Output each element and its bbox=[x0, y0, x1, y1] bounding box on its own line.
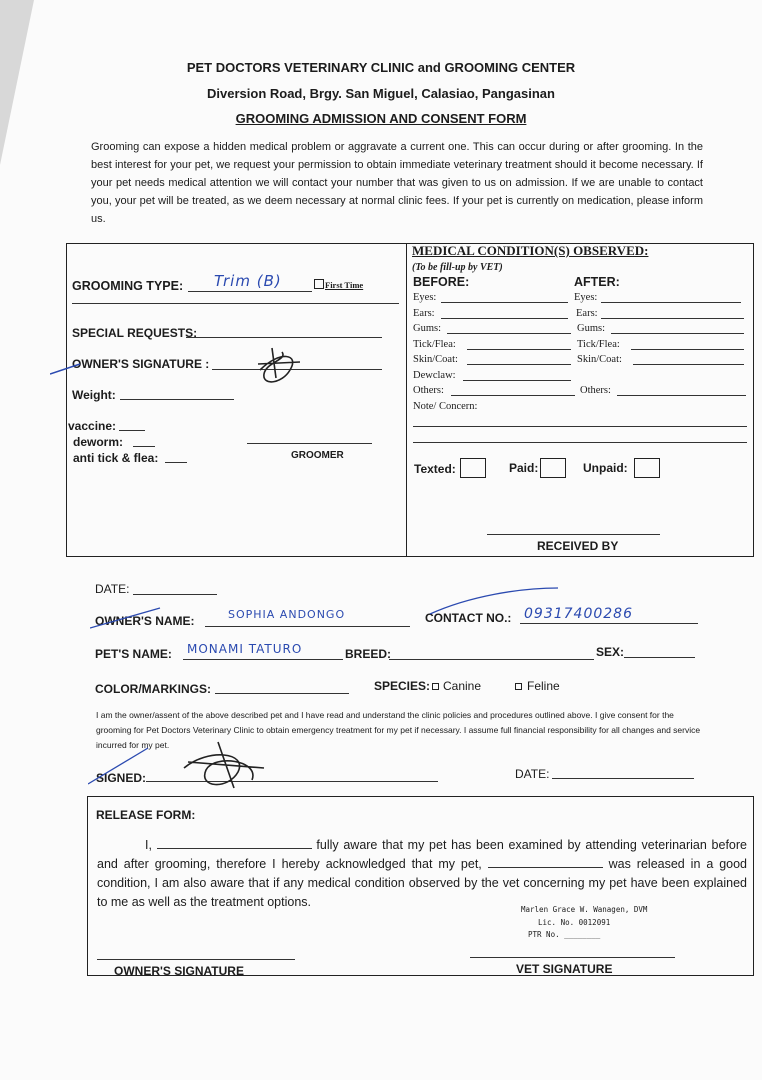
pet-name-value[interactable]: MONAMI TATURO bbox=[187, 642, 303, 656]
owner-strike-marks bbox=[90, 584, 570, 634]
signed-signature-scribble bbox=[88, 738, 278, 794]
before-others-line[interactable] bbox=[451, 395, 575, 396]
grooming-type-value[interactable]: Trim (B) bbox=[214, 272, 282, 290]
feline-label: Feline bbox=[527, 679, 560, 693]
before-eyes-label: Eyes: bbox=[413, 292, 437, 303]
vet-signature-label: VET SIGNATURE bbox=[516, 962, 613, 976]
vet-note: (To be fill-up by VET) bbox=[412, 262, 503, 273]
deworm-label: deworm: bbox=[73, 435, 124, 449]
consent-paragraph: I am the owner/assent of the above described pet and I have read and understand the clinic policies and procedures outlined above. I give consent for the grooming for Pet Doctors Veterinary Clinic to obtain emergency treatment for my pet if necessary. I assume full financial responsibility for all changes and service incurred for my pet. bbox=[96, 710, 701, 750]
before-dewclaw-label: Dewclaw: bbox=[413, 370, 456, 381]
special-requests-line[interactable] bbox=[186, 337, 382, 338]
paid-label: Paid: bbox=[509, 461, 539, 475]
clinic-name: PET DOCTORS VETERINARY CLINIC and GROOMING CENTER bbox=[186, 60, 576, 75]
ptr-no-stamp: PTR No. ________ bbox=[528, 930, 601, 939]
date-label: DATE: bbox=[95, 582, 130, 596]
after-label: AFTER: bbox=[574, 275, 620, 289]
before-gums-label: Gums: bbox=[413, 323, 442, 334]
after-others-label: Others: bbox=[580, 385, 611, 396]
contact-label: CONTACT NO.: bbox=[425, 611, 512, 625]
color-markings-line[interactable] bbox=[215, 693, 349, 694]
after-tickflea-label: Tick/Flea: bbox=[577, 339, 620, 350]
clinic-address: Diversion Road, Brgy. San Miguel, Calasiao, Pangasinan bbox=[207, 86, 555, 101]
before-label: BEFORE: bbox=[413, 275, 470, 289]
pet-name-label: PET'S NAME: bbox=[95, 647, 172, 661]
medical-title: MEDICAL CONDITION(S) OBSERVED: bbox=[412, 243, 649, 258]
color-markings-label: COLOR/MARKINGS: bbox=[95, 682, 211, 696]
received-by-line[interactable] bbox=[487, 534, 660, 535]
release-title: RELEASE FORM: bbox=[96, 808, 196, 822]
breed-label: BREED: bbox=[345, 647, 392, 661]
deworm-line[interactable] bbox=[133, 446, 155, 447]
contact-value[interactable]: 09317400286 bbox=[524, 606, 633, 622]
weight-line[interactable] bbox=[120, 399, 234, 400]
special-requests-label: SPECIAL REQUESTS: bbox=[72, 326, 198, 340]
signed-label: SIGNED: bbox=[96, 771, 147, 785]
unpaid-label: Unpaid: bbox=[583, 461, 628, 475]
lic-no-stamp: Lic. No. 0012091 bbox=[538, 918, 611, 927]
note-line-1[interactable] bbox=[413, 426, 747, 427]
after-others-line[interactable] bbox=[617, 395, 746, 396]
species-label: SPECIES: bbox=[374, 679, 431, 693]
vet-name-stamp: Marlen Grace W. Wanagen, DVM bbox=[521, 905, 648, 914]
grooming-extra-line[interactable] bbox=[72, 303, 399, 304]
intro-paragraph: Grooming can expose a hidden medical problem or aggravate a current one. This can occur during or after grooming. In the best interest for your pet, we request your permission to obtain immediate veterinary treatment should it become necessary. If your pet needs medical attention we will contact your number that was given to us on admission. If we are unable to contact you, your pet will be treated, as we deem necessary at normal clinic fees. If your pet is currently on medication, please inform us. bbox=[91, 141, 703, 225]
release-owner-name-blank[interactable] bbox=[157, 848, 312, 849]
signed-date-label: DATE: bbox=[515, 767, 550, 781]
form-title: GROOMING ADMISSION AND CONSENT FORM bbox=[235, 111, 527, 126]
before-ears-label: Ears: bbox=[413, 308, 435, 319]
paid-checkbox[interactable] bbox=[540, 458, 566, 478]
before-skincoat-line[interactable] bbox=[467, 364, 571, 365]
release-pet-name-blank[interactable] bbox=[488, 867, 603, 868]
breed-line[interactable] bbox=[389, 659, 594, 660]
owner-signature-label: OWNER'S SIGNATURE : bbox=[72, 357, 210, 371]
release-owner-signature-line[interactable] bbox=[97, 959, 295, 960]
sex-label: SEX: bbox=[596, 645, 625, 659]
before-ears-line[interactable] bbox=[441, 318, 568, 319]
note-line-2[interactable] bbox=[413, 442, 747, 443]
received-by-label: RECEIVED BY bbox=[537, 539, 619, 553]
release-text-1: I, bbox=[145, 838, 157, 852]
owner-signature-scribble bbox=[50, 342, 320, 390]
after-tickflea-line[interactable] bbox=[631, 349, 744, 350]
after-ears-line[interactable] bbox=[601, 318, 744, 319]
tick-flea-line[interactable] bbox=[165, 462, 187, 463]
release-owner-signature-label: OWNER'S SIGNATURE bbox=[114, 964, 244, 978]
after-ears-label: Ears: bbox=[576, 308, 598, 319]
before-skincoat-label: Skin/Coat: bbox=[413, 354, 458, 365]
vaccine-line[interactable] bbox=[119, 430, 145, 431]
vet-signature-line[interactable] bbox=[470, 957, 675, 958]
owner-name-label: OWNER'S NAME: bbox=[95, 614, 195, 628]
first-time-label: First Time bbox=[325, 280, 364, 290]
unpaid-checkbox[interactable] bbox=[634, 458, 660, 478]
feline-checkbox[interactable] bbox=[515, 683, 522, 690]
before-tickflea-label: Tick/Flea: bbox=[413, 339, 456, 350]
groomer-label: GROOMER bbox=[291, 450, 344, 461]
before-tickflea-line[interactable] bbox=[467, 349, 571, 350]
note-concern-label: Note/ Concern: bbox=[413, 401, 478, 412]
canine-label: Canine bbox=[443, 679, 482, 693]
release-text-2: fully aware that my pet has been examined by attending veterinarian before and after grooming, therefore I hereby acknowledged that my pet, bbox=[97, 838, 747, 871]
release-text-3: was released in a good condition, I am also aware that if any medical condition observed by the vet concerning my pet have been explained to me as well as the treatment options. bbox=[97, 857, 748, 909]
folded-corner bbox=[0, 0, 34, 165]
release-paragraph bbox=[97, 836, 747, 912]
grooming-type-line[interactable] bbox=[188, 291, 312, 292]
before-dewclaw-line[interactable] bbox=[463, 380, 571, 381]
before-gums-line[interactable] bbox=[447, 333, 571, 334]
groomer-signature-line[interactable] bbox=[247, 443, 372, 444]
texted-checkbox[interactable] bbox=[460, 458, 486, 478]
texted-label: Texted: bbox=[414, 462, 456, 476]
before-eyes-line[interactable] bbox=[441, 302, 568, 303]
tick-flea-label: anti tick & flea: bbox=[73, 451, 159, 465]
after-eyes-label: Eyes: bbox=[574, 292, 598, 303]
before-others-label: Others: bbox=[413, 385, 444, 396]
canine-checkbox[interactable] bbox=[432, 683, 439, 690]
grooming-type-label: GROOMING TYPE: bbox=[72, 279, 184, 293]
after-gums-label: Gums: bbox=[577, 323, 606, 334]
first-time-checkbox[interactable] bbox=[314, 279, 324, 289]
weight-label: Weight: bbox=[72, 388, 116, 402]
signed-date-line[interactable] bbox=[552, 778, 694, 779]
after-eyes-line[interactable] bbox=[601, 302, 741, 303]
owner-name-value[interactable]: SOPHIA ANDONGO bbox=[228, 608, 346, 621]
sex-line[interactable] bbox=[624, 657, 695, 658]
pet-name-line[interactable] bbox=[183, 659, 343, 660]
box-divider bbox=[406, 243, 407, 557]
after-skincoat-line[interactable] bbox=[633, 364, 744, 365]
after-gums-line[interactable] bbox=[611, 333, 744, 334]
after-skincoat-label: Skin/Coat: bbox=[577, 354, 622, 365]
vaccine-label: vaccine: bbox=[68, 419, 117, 433]
